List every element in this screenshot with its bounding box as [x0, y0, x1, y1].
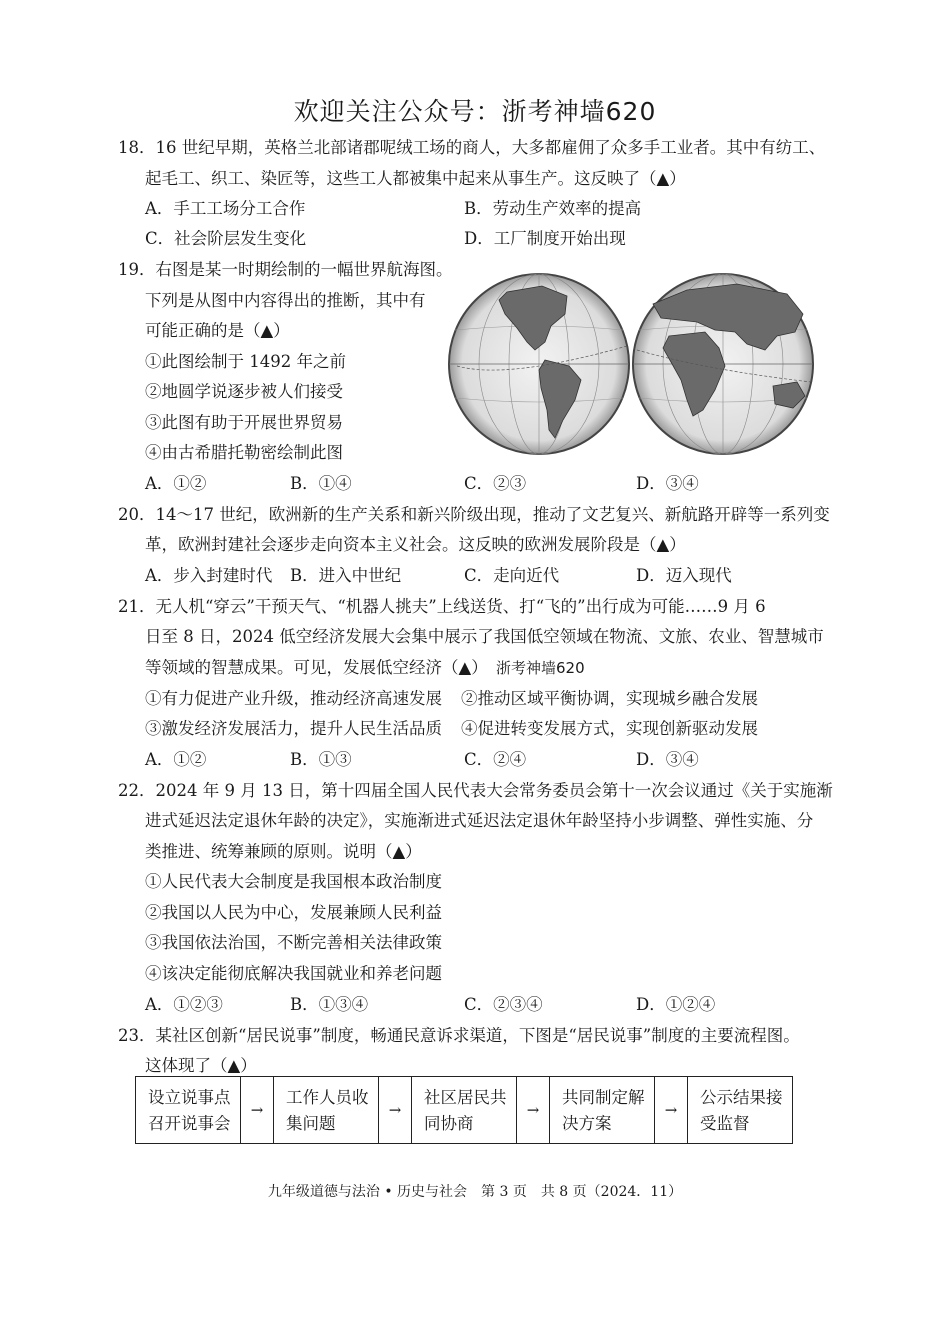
q20-option-d: D．迈入现代	[636, 566, 732, 585]
q20-line-2: 革，欧洲封建社会逐步走向资本主义社会。这反映的欧洲发展阶段是（▲）	[145, 535, 686, 554]
q18-line-2: 起毛工、织工、染匠等，这些工人都被集中起来从事生产。这反映了（▲）	[145, 169, 686, 188]
q19-option-c: C．②③	[464, 474, 527, 493]
flow-step-5: 公示结果接受监督	[700, 1088, 783, 1133]
flow-step-4: 共同制定解决方案	[562, 1088, 645, 1133]
q21-statement-1: ①有力促进产业升级，推动经济高速发展	[145, 689, 442, 708]
q19-option-b: B．①④	[290, 474, 352, 493]
flow-step-2: 工作人员收集问题	[286, 1088, 369, 1133]
flowchart	[135, 1076, 793, 1144]
q19-line-2: 下列是从图中内容得出的推断，其中有	[145, 291, 426, 310]
q18-option-b: B．劳动生产效率的提高	[464, 199, 642, 218]
q19-line-1: 19．右图是某一时期绘制的一幅世界航海图。	[118, 260, 453, 279]
q22-option-a: A．①②③	[145, 995, 223, 1014]
q22-line-2: 进式延迟法定退休年龄的决定》，实施渐进式延迟法定退休年龄坚持小步调整、弹性实施、分	[145, 811, 814, 830]
q21-line-2: 日至 8 日，2024 低空经济发展大会集中展示了我国低空领域在物流、文旅、农业、智慧城市	[145, 627, 824, 646]
q21-statement-4: ④促进转变发展方式，实现创新驱动发展	[461, 719, 758, 738]
world-map-image	[447, 270, 815, 458]
q19-statement-4: ④由古希腊托勒密绘制此图	[145, 443, 343, 462]
q21-option-a: A．①②	[145, 750, 207, 769]
q18-option-a: A．手工工场分工合作	[145, 199, 306, 218]
q22-statement-1: ①人民代表大会制度是我国根本政治制度	[145, 872, 442, 891]
q18-option-c: C．社会阶层发生变化	[145, 229, 307, 248]
q18-line-1: 18．16 世纪早期，英格兰北部诸郡呢绒工场的商人，大多都雇佣了众多手工业者。其中有纺工、	[118, 138, 826, 157]
q19-statement-1: ①此图绘制于 1492 年之前	[145, 352, 346, 371]
q22-statement-4: ④该决定能彻底解决我国就业和养老问题	[145, 964, 442, 983]
q22-line-1: 22．2024 年 9 月 13 日，第十四届全国人民代表大会常务委员会第十一次会议通过《关于实施渐	[118, 781, 833, 800]
flow-arrow-icon: →	[378, 1077, 412, 1143]
flow-step-1: 设立说事点召开说事会	[148, 1088, 231, 1133]
q21-option-d: D．③④	[636, 750, 699, 769]
q22-option-d: D．①②④	[636, 995, 716, 1014]
watermark-text: 浙考神墙620	[496, 659, 585, 677]
q21-option-c: C．②④	[464, 750, 527, 769]
western-hemisphere	[449, 274, 629, 454]
q21-line-1: 21．无人机“穿云”干预天气、“机器人挑夫”上线送货、打“飞的”出行成为可能……9 月 6	[118, 597, 766, 616]
q22-line-3: 类推进、统筹兼顾的原则。说明（▲）	[145, 842, 422, 861]
q21-statement-2: ②推动区域平衡协调，实现城乡融合发展	[461, 689, 758, 708]
q23-line-2: 这体现了（▲）	[145, 1056, 257, 1075]
q19-statement-3: ③此图有助于开展世界贸易	[145, 413, 343, 432]
q19-option-d: D．③④	[636, 474, 699, 493]
q22-option-b: B．①③④	[290, 995, 369, 1014]
q18-option-d: D．工厂制度开始出现	[464, 229, 626, 248]
q21-option-b: B．①③	[290, 750, 352, 769]
q22-statement-2: ②我国以人民为中心，发展兼顾人民利益	[145, 903, 442, 922]
q23-line-1: 23．某社区创新“居民说事”制度，畅通民意诉求渠道，下图是“居民说事”制度的主要流程图。	[118, 1026, 800, 1045]
q19-line-3: 可能正确的是（▲）	[145, 321, 290, 340]
eastern-hemisphere	[633, 274, 813, 454]
flow-step-3: 社区居民共同协商	[424, 1088, 507, 1133]
flow-arrow-icon: →	[654, 1077, 688, 1143]
page-header: 欢迎关注公众号：浙考神墙620	[293, 97, 657, 126]
q22-statement-3: ③我国依法治国，不断完善相关法律政策	[145, 933, 442, 952]
flow-arrow-icon: →	[240, 1077, 274, 1143]
q20-option-a: A．步入封建时代	[145, 566, 273, 585]
q20-option-b: B．进入中世纪	[290, 566, 402, 585]
q21-statement-3: ③激发经济发展活力，提升人民生活品质	[145, 719, 442, 738]
page-footer: 九年级道德与法治 • 历史与社会 第 3 页 共 8 页（2024．11）	[267, 1184, 683, 1200]
q20-option-c: C．走向近代	[464, 566, 560, 585]
q21-line-3: 等领域的智慧成果。可见，发展低空经济（▲）	[145, 658, 488, 677]
flow-arrow-icon: →	[516, 1077, 550, 1143]
q22-option-c: C．②③④	[464, 995, 543, 1014]
q19-statement-2: ②地圆学说逐步被人们接受	[145, 382, 343, 401]
q20-line-1: 20．14～17 世纪，欧洲新的生产关系和新兴阶级出现，推动了文艺复兴、新航路开辟等一系列变	[118, 505, 830, 524]
q19-option-a: A．①②	[145, 474, 207, 493]
